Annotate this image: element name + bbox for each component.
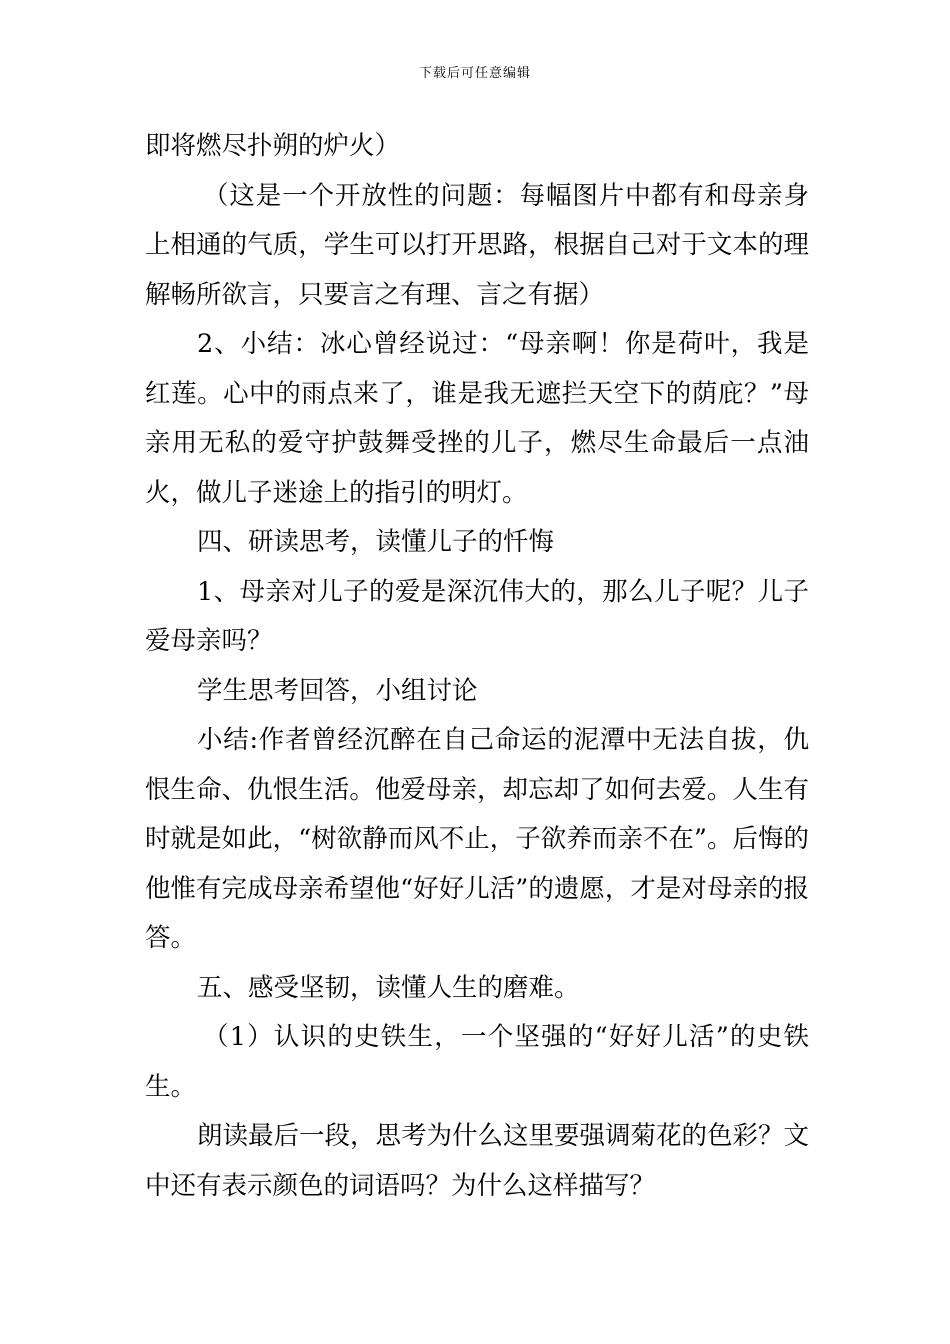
paragraph-summary-regret: 小结:作者曾经沉醉在自己命运的泥潭中无法自拔，仇恨生命、仇恨生活。他爱母亲，却忘却了如何去爱。人生有时就是如此，“树欲静而风不止，子欲养而亲不在”。后悔的他惟有完成母亲希望他“好好儿活”的遗愿，才是对母亲的报答。 bbox=[145, 725, 809, 953]
paragraph-discussion: 学生思考回答，小组讨论 bbox=[197, 675, 478, 706]
section-heading-five: 五、感受坚韧，读懂人生的磨难。 bbox=[197, 972, 580, 1003]
paragraph-continuation: 即将燃尽扑朔的炉火） bbox=[145, 131, 401, 161]
paragraph-point-one: （1）认识的史铁生，一个坚强的“好好儿活”的史铁生。 bbox=[145, 1022, 809, 1102]
section-heading-four: 四、研读思考，读懂儿子的忏悔 bbox=[197, 527, 555, 557]
page-header: 下载后可任意编辑 bbox=[418, 66, 531, 81]
paragraph-question-one: 1、母亲对儿子的爱是深沉伟大的，那么儿子呢？儿子爱母亲吗？ bbox=[145, 576, 809, 656]
paragraph-open-question-note: （这是一个开放性的问题：每幅图片中都有和母亲身上相通的气质，学生可以打开思路，根据自己对于文本的理解畅所欲言，只要言之有理、言之有据） bbox=[145, 180, 809, 310]
paragraph-reading-task: 朗读最后一段，思考为什么这里要强调菊花的色彩？文中还有表示颜色的词语吗？为什么这样描写？ bbox=[145, 1121, 810, 1201]
document-body bbox=[145, 122, 809, 1211]
paragraph-summary-bingxin: 2、小结：冰心曾经说过：“母亲啊！你是荷叶，我是红莲。心中的雨点来了，谁是我无遮拦天空下的荫庇？”母亲用无私的爱守护鼓舞受挫的儿子，燃尽生命最后一点油火，做儿子迷途上的指引的明灯。 bbox=[145, 329, 809, 508]
